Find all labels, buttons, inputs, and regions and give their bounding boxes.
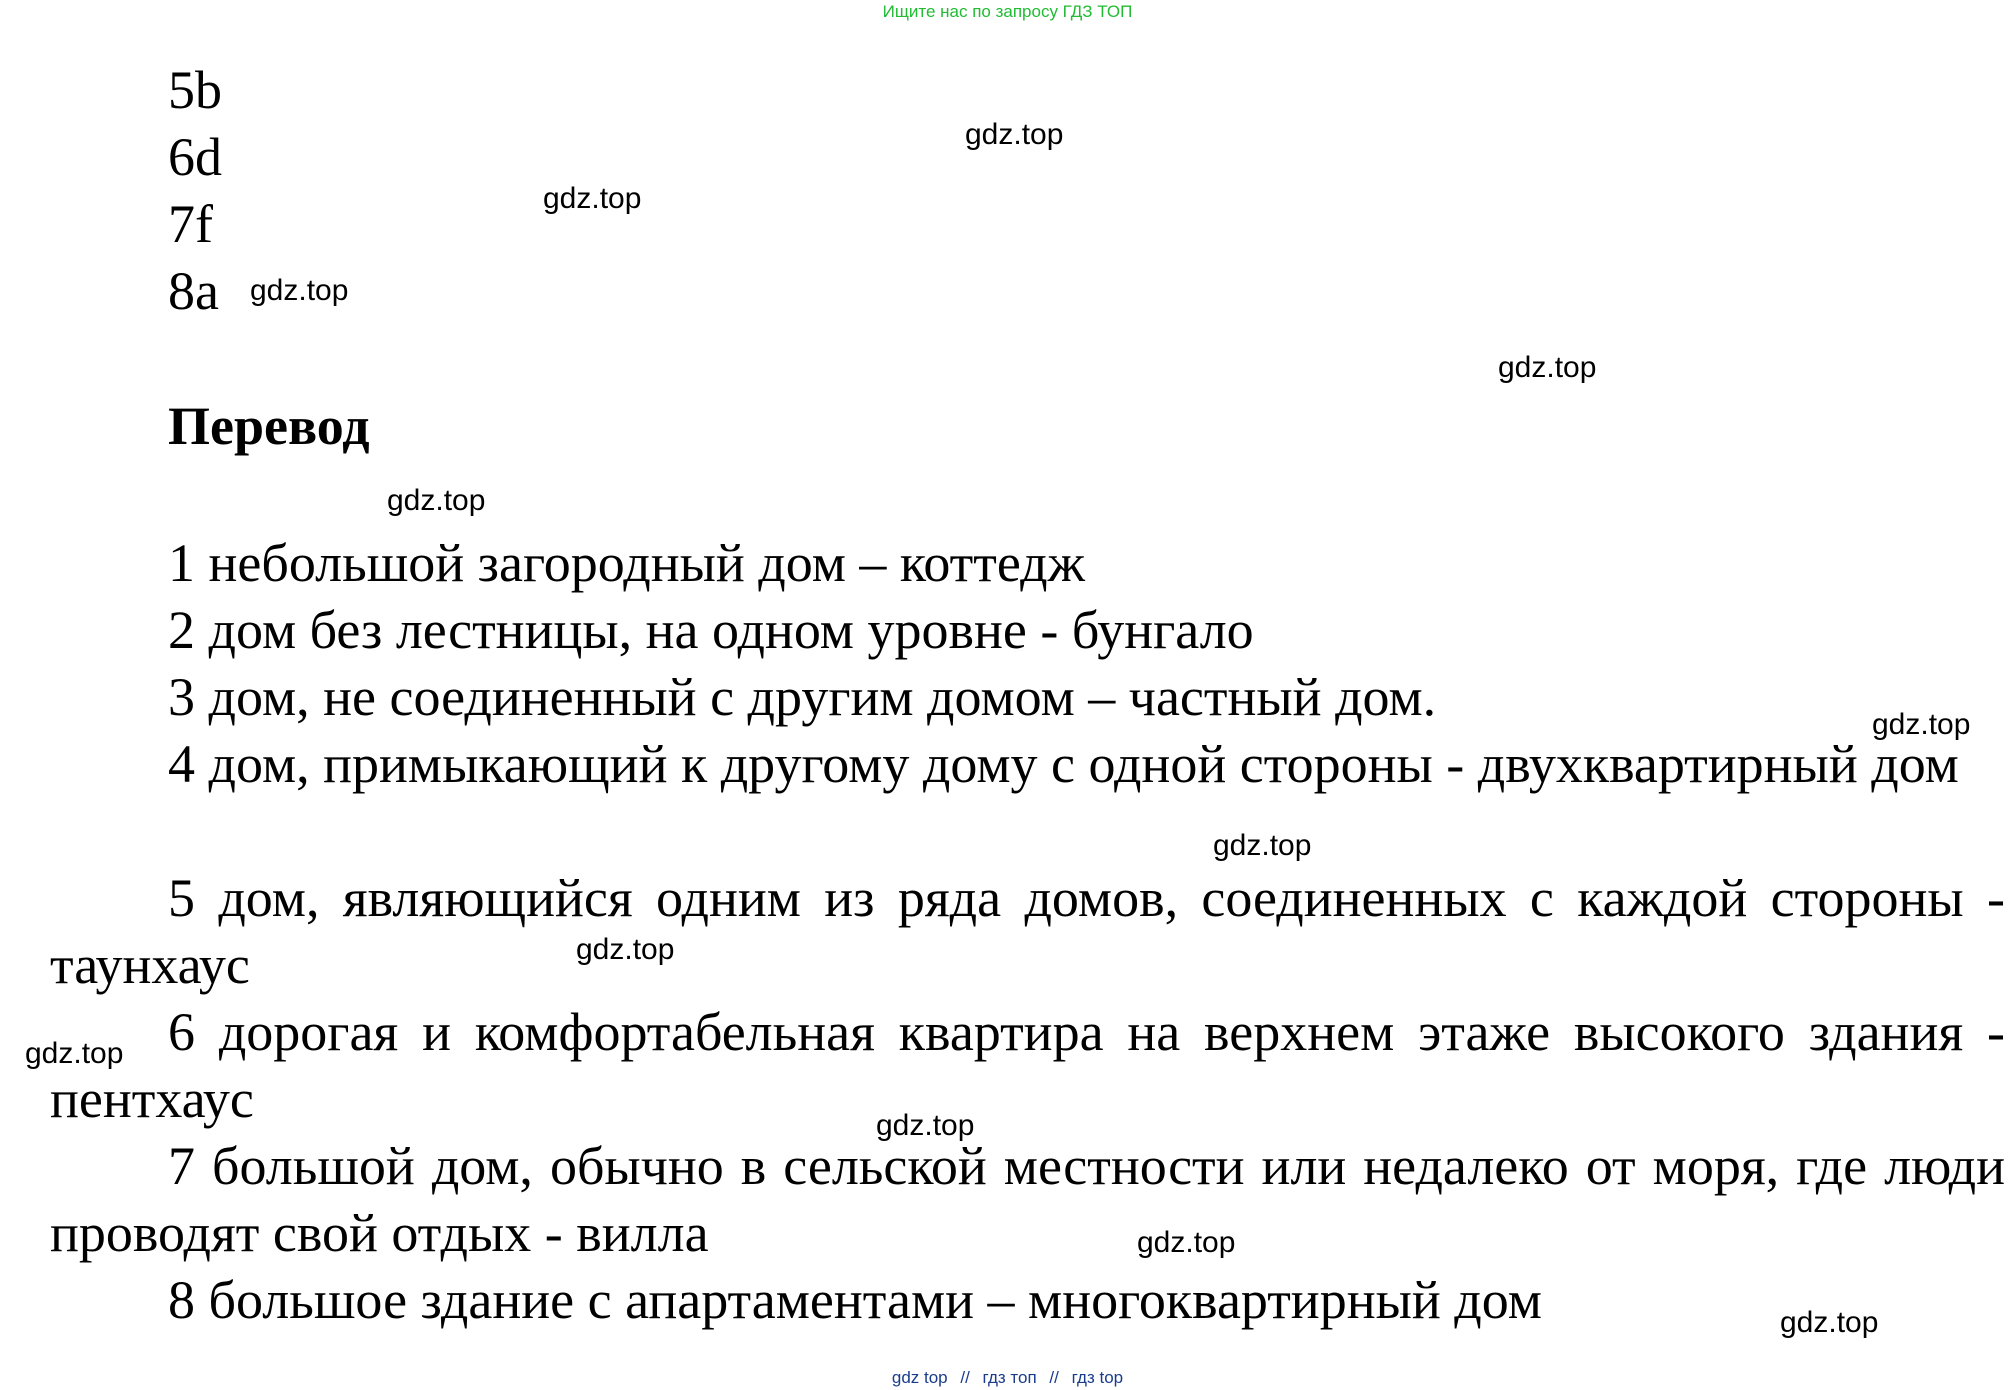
footer-separator: // bbox=[960, 1368, 970, 1387]
answer-line: 5b bbox=[168, 60, 222, 120]
footer-links bbox=[0, 1368, 2015, 1388]
watermark: gdz.top bbox=[25, 1037, 124, 1070]
translation-item: 7 большой дом, обычно в сельской местности или недалеко от моря, где люди проводят свой отдых - вилла bbox=[50, 1136, 2005, 1263]
answer-line: 7f bbox=[168, 194, 213, 254]
translation-item: 3 дом, не соединенный с другим домом – частный дом. bbox=[168, 667, 1437, 727]
translation-item: 8 большое здание с апартаментами – многоквартирный дом bbox=[168, 1270, 1542, 1330]
answer-line: 6d bbox=[168, 127, 222, 187]
watermark: gdz.top bbox=[1213, 829, 1312, 862]
footer-separator: // bbox=[1049, 1368, 1059, 1387]
top-banner: Ищите нас по запросу ГДЗ ТОП bbox=[882, 2, 1133, 21]
watermark: gdz.top bbox=[387, 484, 486, 517]
watermark: gdz.top bbox=[965, 118, 1064, 151]
watermark: gdz.top bbox=[1498, 351, 1597, 384]
watermark: gdz.top bbox=[1137, 1226, 1236, 1259]
translation-item: 4 дом, примыкающий к другому дому с одной стороны - двухквартирный дом bbox=[168, 734, 1959, 794]
footer-link[interactable]: гдз топ bbox=[982, 1368, 1037, 1387]
footer-link[interactable]: гдз top bbox=[1071, 1368, 1124, 1387]
footer-link[interactable]: gdz top bbox=[891, 1368, 948, 1387]
translation-item: 2 дом без лестницы, на одном уровне - бунгало bbox=[168, 600, 1254, 660]
translation-item: 5 дом, являющийся одним из ряда домов, соединенных с каждой стороны - таунхаус bbox=[50, 868, 2005, 995]
section-heading: Перевод bbox=[168, 396, 370, 456]
translation-item: 6 дорогая и комфортабельная квартира на верхнем этаже высокого здания - пентхаус bbox=[50, 1002, 2005, 1129]
watermark: gdz.top bbox=[876, 1109, 975, 1142]
watermark: gdz.top bbox=[543, 182, 642, 215]
answer-line: 8a bbox=[168, 261, 219, 321]
watermark: gdz.top bbox=[1780, 1306, 1879, 1339]
watermark: gdz.top bbox=[576, 933, 675, 966]
watermark: gdz.top bbox=[250, 274, 349, 307]
translation-item: 1 небольшой загородный дом – коттедж bbox=[168, 533, 1085, 593]
watermark: gdz.top bbox=[1872, 708, 1971, 741]
